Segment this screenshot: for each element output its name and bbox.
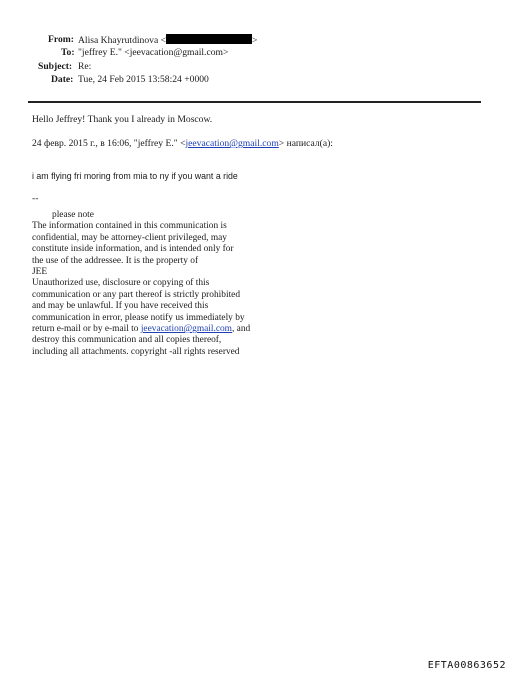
quote-suffix: > написал(а): xyxy=(278,138,333,149)
quote-prefix: 24 февр. 2015 г., в 16:06, "jeffrey E." < xyxy=(32,138,186,149)
to-value: "jeffrey E." <jeevacation@gmail.com> xyxy=(78,47,229,58)
from-value xyxy=(78,34,257,47)
from-tail: > xyxy=(252,35,258,46)
disclaimer-line: including all attachments. copyright -all rights reserved xyxy=(32,346,240,357)
quote-email-link[interactable]: jeevacation@gmail.com xyxy=(185,138,279,149)
disclaimer-block xyxy=(32,210,250,358)
notify-line xyxy=(32,324,250,335)
subject-label: Subject: xyxy=(38,61,73,72)
quoted-message: i am flying fri moring from mia to ny if you want a ride xyxy=(32,171,238,181)
disclaimer-line: JEE xyxy=(32,267,48,278)
document-id: EFTA00863652 xyxy=(427,660,506,671)
reply-text: Hello Jeffrey! Thank you I already in Moscow. xyxy=(32,114,213,125)
disclaimer-line: and may be unlawful. If you have received this xyxy=(32,301,209,312)
disclaimer-line: Unauthorized use, disclosure or copying of this xyxy=(32,278,210,289)
date-label: Date: xyxy=(51,74,74,85)
notify-email-link[interactable]: jeevacation@gmail.com xyxy=(140,324,232,335)
disclaimer-line: constitute inside information, and is intended only for xyxy=(32,244,234,255)
notify-suffix: , and xyxy=(231,324,251,335)
signature-dash: -- xyxy=(32,193,39,204)
disclaimer-line: destroy this communication and all copies thereof, xyxy=(32,335,222,346)
sender-name: Alisa Khayrutdinova < xyxy=(78,35,167,46)
quote-attribution xyxy=(32,138,333,150)
disclaimer-line: The information contained in this communication is xyxy=(32,221,227,232)
notify-prefix: return e-mail or by e-mail to xyxy=(32,324,141,335)
to-label: To: xyxy=(61,47,75,58)
please-note: please note xyxy=(52,210,94,220)
date-value: Tue, 24 Feb 2015 13:58:24 +0000 xyxy=(78,74,209,85)
from-label: From: xyxy=(48,34,74,45)
disclaimer-line: communication in error, please notify us immediately by xyxy=(32,312,245,323)
disclaimer-line: the use of the addressee. It is the property of xyxy=(32,255,199,266)
redaction-block xyxy=(166,34,252,44)
header-divider xyxy=(28,101,481,103)
disclaimer-line: communication or any part thereof is strictly prohibited xyxy=(32,289,241,300)
disclaimer-line: confidential, may be attorney-client privileged, may xyxy=(32,232,227,243)
subject-value: Re: xyxy=(78,61,92,72)
